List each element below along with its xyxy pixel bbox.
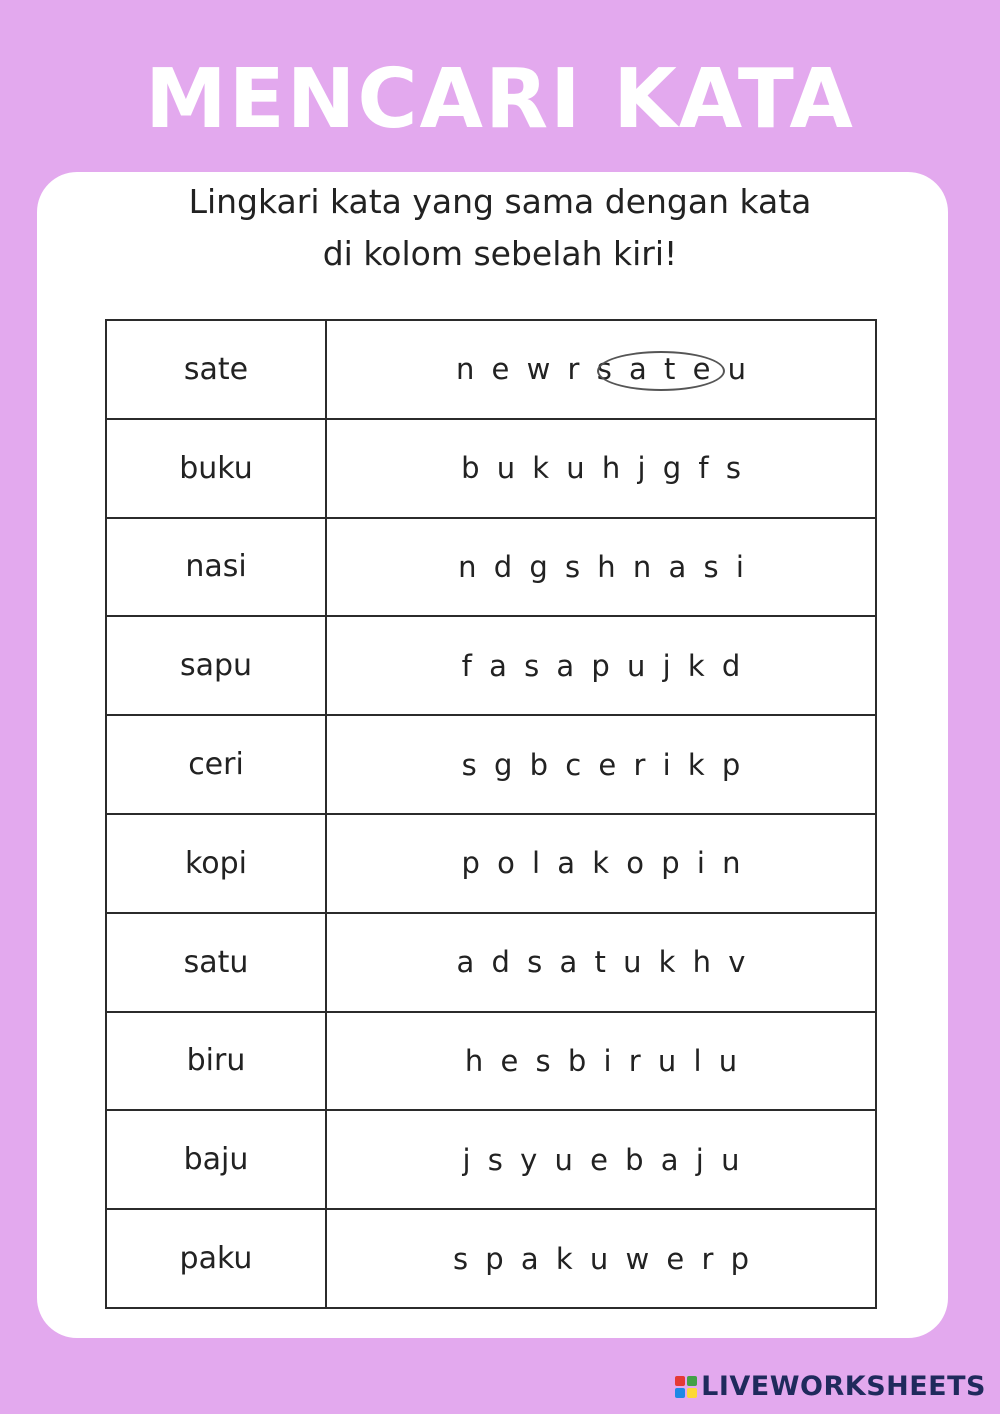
letter-sequence[interactable] bbox=[326, 715, 876, 814]
letter-sequence[interactable] bbox=[326, 814, 876, 913]
table-row bbox=[106, 616, 876, 715]
letters-text[interactable]: b u k u h j g f s bbox=[461, 451, 741, 486]
letters-text[interactable]: p o l a k o p i n bbox=[461, 846, 741, 881]
letter-sequence[interactable] bbox=[326, 1012, 876, 1111]
letters-text[interactable]: n e w r s a t e u bbox=[455, 352, 747, 387]
letters-text[interactable]: a d s a t u k h v bbox=[456, 945, 746, 980]
footer-branding bbox=[675, 1371, 986, 1402]
instruction-line-1: Lingkari kata yang sama dengan kata bbox=[188, 182, 812, 221]
table-row bbox=[106, 913, 876, 1012]
letter-sequence[interactable] bbox=[326, 1110, 876, 1209]
target-word: sapu bbox=[106, 616, 326, 715]
table-row bbox=[106, 1110, 876, 1209]
target-word: buku bbox=[106, 419, 326, 518]
target-word: satu bbox=[106, 913, 326, 1012]
target-word: biru bbox=[106, 1012, 326, 1111]
letters-text[interactable]: s p a k u w e r p bbox=[452, 1241, 750, 1276]
worksheet-title: MENCARI KATA bbox=[145, 52, 855, 147]
table-row bbox=[106, 715, 876, 814]
target-word: nasi bbox=[106, 518, 326, 617]
letter-sequence[interactable] bbox=[326, 320, 876, 419]
letters-text[interactable]: f a s a p u j k d bbox=[461, 648, 741, 683]
table-row bbox=[106, 320, 876, 419]
table-row bbox=[106, 518, 876, 617]
table-row bbox=[106, 419, 876, 518]
target-word: sate bbox=[106, 320, 326, 419]
liveworksheets-logo-icon bbox=[675, 1376, 697, 1398]
target-word: ceri bbox=[106, 715, 326, 814]
letter-sequence[interactable] bbox=[326, 913, 876, 1012]
letter-sequence[interactable] bbox=[326, 419, 876, 518]
target-word: kopi bbox=[106, 814, 326, 913]
table-row bbox=[106, 1209, 876, 1308]
target-word: paku bbox=[106, 1209, 326, 1308]
brand-name: LIVEWORKSHEETS bbox=[701, 1371, 986, 1402]
target-word: baju bbox=[106, 1110, 326, 1209]
letters-text[interactable]: n d g s h n a s i bbox=[458, 549, 744, 584]
word-search-table bbox=[105, 319, 877, 1309]
letters-text[interactable]: s g b c e r i k p bbox=[461, 747, 741, 782]
instruction-text bbox=[0, 176, 1000, 280]
letter-sequence[interactable] bbox=[326, 616, 876, 715]
letters-text[interactable]: h e s b i r u l u bbox=[464, 1043, 738, 1078]
letter-sequence[interactable] bbox=[326, 518, 876, 617]
letters-text[interactable]: j s y u e b a j u bbox=[462, 1142, 740, 1177]
letter-sequence[interactable] bbox=[326, 1209, 876, 1308]
table-row bbox=[106, 814, 876, 913]
table-row bbox=[106, 1012, 876, 1111]
instruction-line-2: di kolom sebelah kiri! bbox=[322, 234, 678, 273]
